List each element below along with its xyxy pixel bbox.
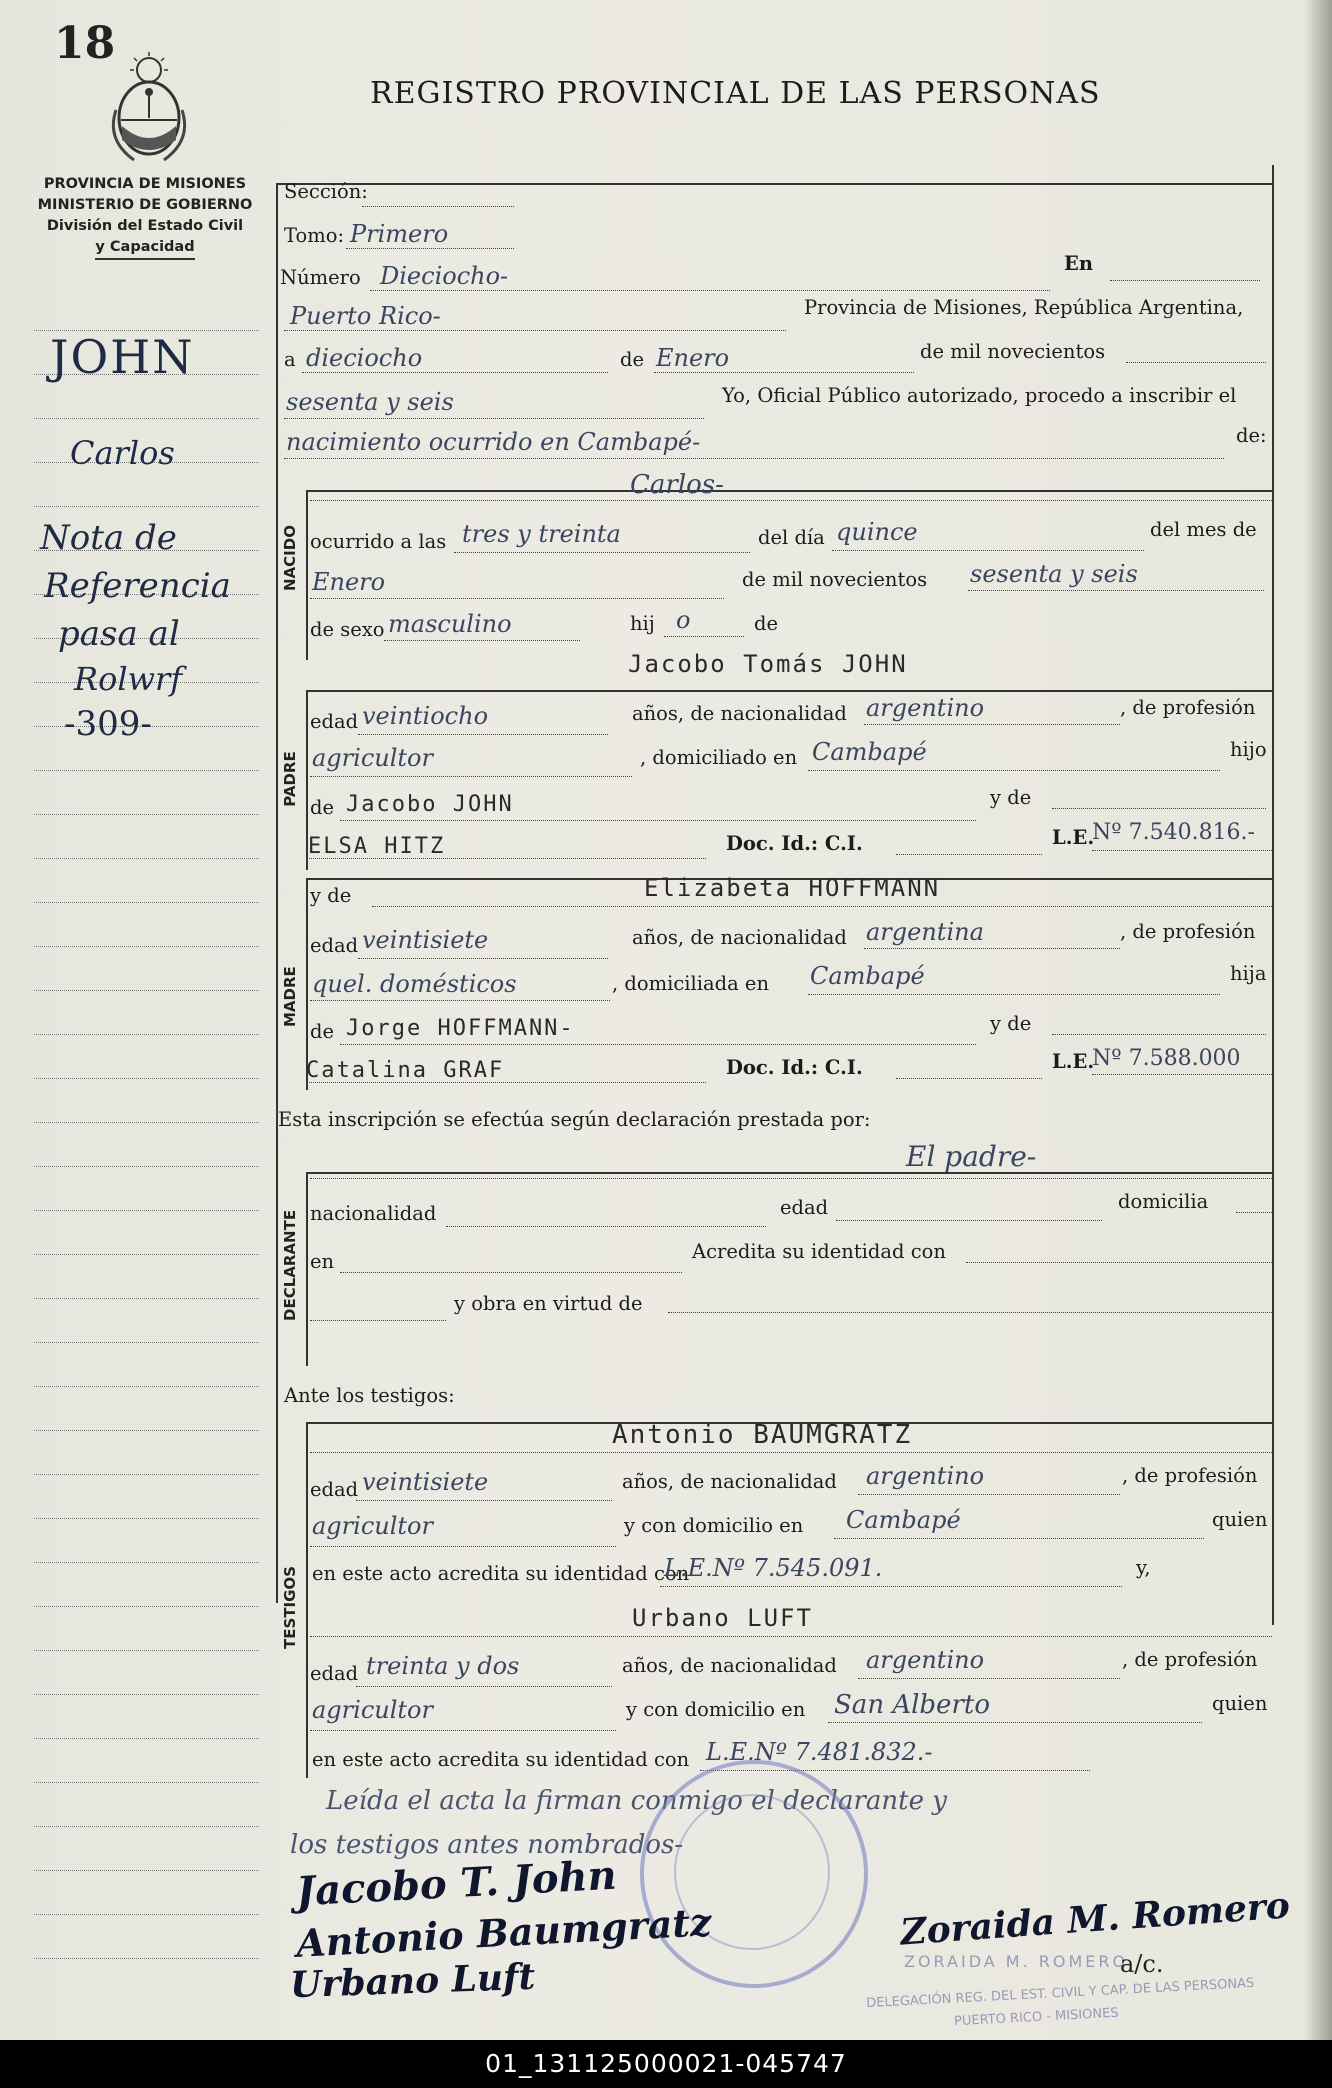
madre-de-label: de: [310, 1020, 335, 1043]
padre-doc-label: Doc. Id.: C.I.: [726, 832, 863, 855]
declarante-nac-label: nacionalidad: [310, 1202, 437, 1225]
place-value: Puerto Rico-: [290, 302, 441, 330]
a-label: a: [284, 348, 296, 371]
signature-witness1: Antonio Baumgratz: [295, 1899, 713, 1966]
witness1-nac-value: argentino: [866, 1462, 985, 1490]
dia-value: quince: [836, 518, 918, 546]
margin-note-5: -309-: [64, 704, 152, 744]
witness2-nac-value: argentino: [866, 1646, 985, 1674]
padre-prof-label: , de profesión: [1120, 696, 1256, 719]
scan-identifier: 01_131125000021-045747: [0, 2040, 1332, 2088]
time-value: tres y treinta: [462, 520, 621, 548]
signature-father: Jacobo T. John: [294, 1851, 618, 1916]
padre-section-label: PADRE: [281, 751, 299, 807]
hij-value: o: [676, 606, 691, 634]
padre-parent1-value: Jacobo JOHN: [346, 792, 514, 817]
witness2-prof-label: , de profesión: [1122, 1648, 1258, 1671]
margin-note-2: Referencia: [44, 566, 231, 606]
madre-name-value: Elizabeta HOFFMANN: [644, 874, 941, 902]
madre-le-label: L.E.: [1052, 1050, 1095, 1073]
day-value: dieciocho: [306, 344, 423, 372]
office-capacity: y Capacidad: [95, 237, 194, 260]
witness1-name-value: Antonio BAUMGRATZ: [612, 1420, 913, 1450]
madre-edad-value: veintisiete: [362, 926, 489, 954]
tomo-value: Primero: [350, 220, 449, 248]
witness1-edad-value: veintisiete: [362, 1468, 489, 1496]
nacido-section-label: NACIDO: [281, 525, 299, 591]
madre-nac-value: argentina: [866, 918, 984, 946]
hij-label: hij: [630, 612, 655, 635]
padre-yde-label: y de: [990, 786, 1032, 809]
madre-yde-top-label: y de: [310, 884, 352, 907]
tomo-label: Tomo:: [284, 224, 345, 247]
office-division: División del Estado Civil: [46, 218, 244, 234]
office-ministry: MINISTERIO DE GOBIERNO: [37, 197, 253, 213]
declarante-top-rule: [306, 1172, 1272, 1174]
numero-value: Dieciocho-: [380, 262, 509, 290]
padre-name-value: Jacobo Tomás JOHN: [628, 650, 908, 678]
margin-note-4: Rolwrf: [74, 660, 183, 698]
signature-witness2: Urbano Luft: [289, 1955, 536, 2007]
page-number: 18: [54, 18, 116, 69]
testigos-bracket: [306, 1422, 308, 1778]
nacido-year-label: de mil novecientos: [742, 568, 928, 591]
month-value: Enero: [656, 344, 730, 372]
form-frame-left: [276, 183, 278, 1603]
madre-prof-value: quel. domésticos: [312, 970, 517, 998]
witness2-quien-label: quien: [1212, 1692, 1268, 1715]
witness2-dom-label: y con domicilio en: [626, 1698, 806, 1721]
witness2-edad-value: treinta y dos: [366, 1652, 520, 1680]
madre-dom-label: , domiciliada en: [612, 972, 770, 995]
witness2-id-value: L.E.Nº 7.481.832.-: [706, 1738, 933, 1766]
dia-label: del día: [758, 526, 825, 549]
witness2-prof-value: agricultor: [312, 1696, 433, 1724]
witness2-name-value: Urbano LUFT: [632, 1604, 813, 1632]
form-frame-right: [1272, 165, 1274, 1625]
declarante-section-label: DECLARANTE: [281, 1209, 299, 1321]
padre-edad-value: veintiocho: [362, 702, 489, 730]
witness2-nac-label: años, de nacionalidad: [622, 1654, 837, 1677]
witness1-dom-value: Cambapé: [846, 1506, 961, 1534]
witness1-nac-label: años, de nacionalidad: [622, 1470, 837, 1493]
padre-nac-label: años, de nacionalidad: [632, 702, 847, 725]
margin-note-3: pasa al: [58, 614, 180, 654]
madre-section-label: MADRE: [281, 966, 299, 1027]
madre-hija-label: hija: [1230, 962, 1267, 985]
form-frame-top: [276, 183, 1272, 185]
madre-edad-label: edad: [310, 934, 359, 957]
mes-value: Enero: [312, 568, 386, 596]
padre-parent2-value: ELSA HITZ: [308, 834, 446, 859]
declarante-intro: Esta inscripción se efectúa según declaración prestada por:: [278, 1108, 871, 1131]
margin-given-name: Carlos: [70, 434, 175, 472]
witness1-y-label: y,: [1136, 1556, 1151, 1579]
margin-note-1: Nota de: [40, 518, 177, 558]
madre-doc-label: Doc. Id.: C.I.: [726, 1056, 863, 1079]
sexo-value: masculino: [388, 610, 512, 638]
declarante-en-label: en: [310, 1250, 335, 1273]
nacido-name-value: Carlos-: [630, 470, 724, 500]
official-seal: [640, 1760, 868, 1988]
delegation-stamp-line-1: DELEGACIÓN REG. DEL EST. CIVIL Y CAP. DE LAS PERSONAS: [865, 1975, 1255, 2012]
declarante-obra-label: y obra en virtud de: [454, 1292, 643, 1315]
official-name-stamp: ZORAIDA M. ROMERO: [904, 1952, 1129, 1971]
closing-line-2: los testigos antes nombrados-: [290, 1830, 684, 1860]
delegation-stamp-line-2: PUERTO RICO - MISIONES: [953, 2005, 1119, 2030]
declarante-bracket: [306, 1172, 308, 1366]
year-text: de mil novecientos: [920, 340, 1106, 363]
official-note: a/c.: [1120, 1950, 1164, 1978]
madre-parent2-value: Catalina GRAF: [306, 1058, 505, 1083]
signature-official: Zoraida M. Romero: [899, 1884, 1292, 1954]
witness1-quien-label: quien: [1212, 1508, 1268, 1531]
padre-le-value: Nº 7.540.816.-: [1092, 820, 1255, 845]
closing-line-1: Leída el acta la firman conmigo el declarante y: [326, 1786, 947, 1816]
witness1-edad-label: edad: [310, 1478, 359, 1501]
nacido-year-value: sesenta y seis: [970, 560, 1138, 588]
padre-le-label: L.E.: [1052, 826, 1095, 849]
declarante-name-value: El padre-: [906, 1140, 1037, 1173]
provincia-text: Provincia de Misiones, República Argentina,: [804, 296, 1244, 319]
witness1-prof-value: agricultor: [312, 1512, 433, 1540]
madre-le-value: Nº 7.588.000: [1092, 1046, 1241, 1071]
day-de-label: de: [620, 348, 645, 371]
nacido-de-label: de: [754, 612, 779, 635]
madre-prof-label: , de profesión: [1120, 920, 1256, 943]
madre-dom-value: Cambapé: [810, 962, 925, 990]
nacido-top-rule: [306, 490, 1272, 492]
seccion-label: Sección:: [284, 180, 368, 203]
numero-label: Número: [280, 266, 361, 289]
witness2-acto-label: en este acto acredita su identidad con: [312, 1748, 690, 1771]
birth-text-value: nacimiento ocurrido en Cambapé-: [286, 428, 701, 456]
margin-surname: JOHN: [50, 330, 195, 384]
year-value: sesenta y seis: [286, 388, 454, 416]
witness1-dom-label: y con domicilio en: [624, 1514, 804, 1537]
document-title: REGISTRO PROVINCIAL DE LAS PERSONAS: [370, 76, 1101, 111]
sexo-label: de sexo: [310, 618, 385, 641]
madre-yde-label: y de: [990, 1012, 1032, 1035]
padre-dom-value: Cambapé: [812, 738, 927, 766]
declarante-acredita-label: Acredita su identidad con: [692, 1240, 946, 1263]
madre-nac-label: años, de nacionalidad: [632, 926, 847, 949]
en-label: En: [1064, 252, 1094, 275]
madre-parent1-value: Jorge HOFFMANN-: [346, 1016, 575, 1041]
issuing-office: [30, 174, 260, 260]
official-text: Yo, Oficial Público autorizado, procedo a inscribir el: [722, 384, 1237, 407]
testigos-section-label: TESTIGOS: [281, 1566, 299, 1649]
de-colon-label: de:: [1236, 424, 1267, 447]
office-province: PROVINCIA DE MISIONES: [43, 176, 247, 192]
padre-de-label: de: [310, 796, 335, 819]
testigos-intro: Ante los testigos:: [284, 1384, 455, 1407]
mes-label: del mes de: [1150, 518, 1257, 541]
witness1-acto-label: en este acto acredita su identidad con: [312, 1562, 690, 1585]
padre-hijo-label: hijo: [1230, 738, 1267, 761]
padre-edad-label: edad: [310, 710, 359, 733]
padre-prof-value: agricultor: [312, 744, 433, 772]
padre-dom-label: , domiciliado en: [640, 746, 798, 769]
witness1-id-value: L.E.Nº 7.545.091.: [664, 1554, 883, 1582]
padre-nac-value: argentino: [866, 694, 985, 722]
nacido-bracket: [306, 490, 308, 660]
padre-top-rule: [306, 690, 1272, 692]
ocurrido-label: ocurrido a las: [310, 530, 447, 553]
declarante-edad-label: edad: [780, 1196, 829, 1219]
witness1-prof-label: , de profesión: [1122, 1464, 1258, 1487]
national-coat-of-arms-icon: [104, 50, 194, 170]
witness2-edad-label: edad: [310, 1662, 359, 1685]
declarante-dom-label: domicilia: [1118, 1190, 1209, 1213]
witness2-dom-value: San Alberto: [834, 1690, 990, 1720]
